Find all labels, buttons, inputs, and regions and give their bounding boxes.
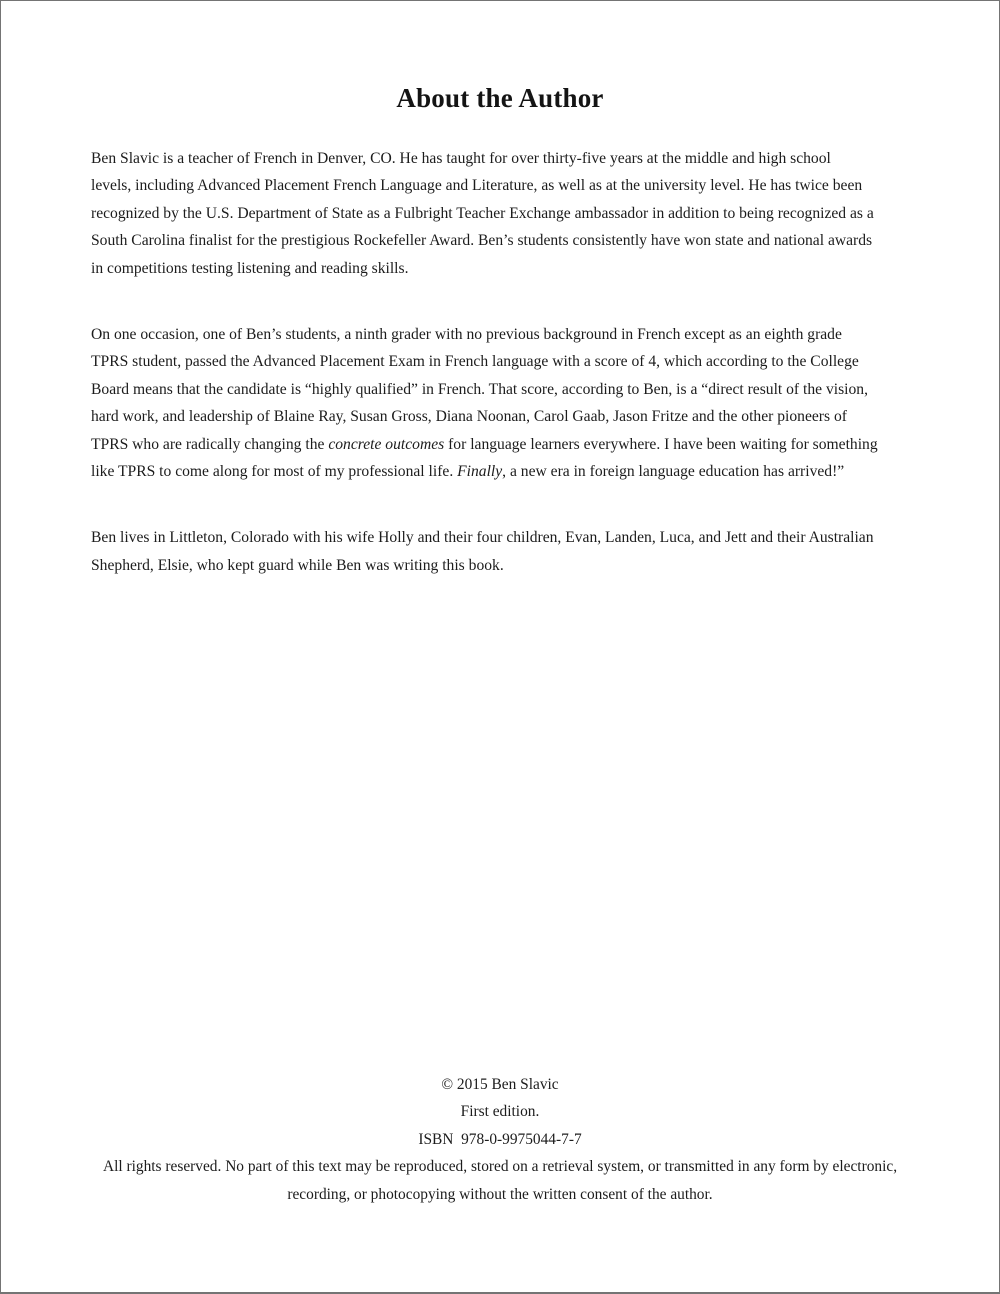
text-line: levels, including Advanced Placement French Language and Literature, as well as at the university level. He has twice been (91, 177, 863, 195)
text-run: , a new era in foreign language education has arrived!” (502, 463, 845, 481)
text-line (91, 458, 917, 485)
text-line: Shepherd, Elsie, who kept guard while Ben was writing this book. (91, 556, 504, 574)
paragraph-1 (91, 145, 917, 282)
copyright-line: © 2015 Ben Slavic (441, 1076, 559, 1093)
rights-line: recording, or photocopying without the written consent of the author. (287, 1185, 713, 1203)
text-run: TPRS who are radically changing the (91, 435, 329, 453)
text-line: Board means that the candidate is “highly qualified” in French. That score, according to Ben, is a “direct result of the vision, (91, 380, 868, 398)
italic-run: Finally (457, 463, 503, 481)
paragraph-3 (91, 524, 917, 579)
text-line: Ben Slavic is a teacher of French in Denver, CO. He has taught for over thirty-five years at the middle and high school (91, 150, 831, 167)
text-line: South Carolina finalist for the prestigious Rockefeller Award. Ben’s students consistently have won state and national awards (91, 232, 873, 250)
colophon (1, 1071, 999, 1208)
italic-run: concrete outcomes (328, 435, 445, 453)
text-line (91, 431, 917, 458)
text-line: in competitions testing listening and reading skills. (91, 259, 409, 277)
text-line: TPRS student, passed the Advanced Placement Exam in French language with a score of 4, which according to the College (91, 353, 859, 371)
text-run: for language learners everywhere. I have been waiting for something (444, 435, 878, 453)
rights-line: All rights reserved. No part of this text may be reproduced, stored on a retrieval system, or transmitted in any form by electronic, (102, 1158, 898, 1176)
page-title: About the Author (396, 83, 604, 113)
isbn-line: ISBN 978-0-9975044-7-7 (418, 1130, 582, 1148)
text-line: hard work, and leadership of Blaine Ray, Susan Gross, Diana Noonan, Carol Gaab, Jason Fritze and the other pioneers of (91, 408, 847, 426)
paragraph-2 (91, 321, 917, 485)
edition-line: First edition. (460, 1103, 540, 1121)
text-line: recognized by the U.S. Department of State as a Fulbright Teacher Exchange ambassador in addition to being recognized as a (91, 204, 874, 222)
page-body (91, 145, 917, 618)
text-line: Ben lives in Littleton, Colorado with his wife Holly and their four children, Evan, Landen, Luca, and Jett and their Australian (91, 529, 874, 547)
text-run: like TPRS to come along for most of my professional life. (91, 463, 458, 481)
text-line: On one occasion, one of Ben’s students, a ninth grader with no previous background in French except as an eighth grade (91, 326, 842, 344)
